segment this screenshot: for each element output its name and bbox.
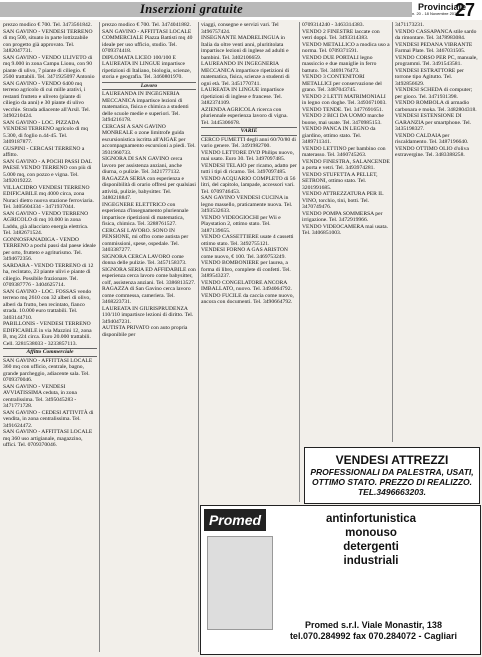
classified-ad: PABILLONIS - VENDESI TERRENO EDIFICABILE in via Mazzini 12, zona B, mq 224 circa. Euro 20.000 trattabili. Cell. 3281538033 - 3233857113.: [3, 321, 92, 347]
classified-ad: LAUREATA IN GIURISPRUDENZA 110/110 impartisce lezioni di diritto. Tel. 3494047231.: [102, 305, 194, 325]
classified-ad: SAN GAVINO - LOC. PIZZADA VENDESI TERRENO agricolo di mq 5.300, di foglio n.44-45. Tel. 3409187877.: [3, 119, 89, 145]
classified-ad: VENDO 2 LETTI MATRIMONIALI in legno con doghe. Tel. 3493671003.: [302, 93, 387, 106]
classified-ad: CERCO FUMETTI degli anni 60/70/80 di vario genere. Tel. 3491982700.: [201, 136, 296, 149]
column-3: [201, 22, 297, 503]
classified-ad: LAUREANDO IN INGEGNERIA MECCANICA impartisce ripetizioni di matematica, fisica, scienze a studenti di ogni età. Tel. 3451770741.: [201, 61, 290, 87]
column-2: [102, 22, 196, 654]
ad-attrezzi-line: OTTIMO STATO. PREZZO DI REALIZZO.: [311, 477, 473, 487]
classified-ad: VILLACIDRO VENDESI TERRENO EDIFICABILE mq 4000 circa, zona Nuraci dietro nuova stazione ferroviaria. Tel. 3405604334 - 3471937044.: [3, 184, 94, 210]
column-5: [395, 22, 479, 445]
classified-ad: GONNOSFANADIGA - VENDO TERRENO a pochi passi dal paese ideale per orto, frutteto e agriturismo. Tel. 3494672356.: [3, 236, 96, 262]
classified-ad: VENDO TENDE. Tel. 3477691651.: [302, 106, 384, 113]
column-rule: [392, 22, 393, 442]
classified-ad: SAN GAVINO - AFFITTASI LOCALE 360 mq con ufficio, centrale, bagno, grande parcheggio, adiacente sala. Tel. 0709370046.: [3, 357, 93, 383]
classified-ad: GUSPINI - CERCASI TERRENO a affitto.: [3, 145, 85, 158]
ad-promed: [200, 505, 481, 655]
product-photo: [207, 536, 273, 630]
classified-ad: 3471173231.: [395, 22, 425, 28]
section-heading: VARIE: [201, 127, 297, 136]
classified-ad: VENDESI SCHEDA di computer; per gioco. Tel. 3471931398.: [395, 87, 473, 100]
ad-promed-line: antinfortunistica: [325, 513, 417, 525]
page-header: [0, 0, 482, 20]
classified-ad: SAN GAVINO - AFFITTASI LOCALE COMMERCIALE Piazza Battisti mq 40 ideale per uso ufficio, studio. Tel. 0709374418.: [102, 28, 193, 54]
classified-ad: RAGAZZA di San Gavino cerca lavoro come commessa, cameriera. Tel. 3468223731.: [102, 286, 191, 305]
classified-ad: VENDO DUE PORTALI legno massiccio e due maniglie in ferro battuto. Tel. 3469176473.: [302, 54, 377, 74]
classified-ad: VENDO ROMBOLA di armadio carbonara e moka. Tel. 3482804318.: [395, 100, 477, 113]
classified-ad: VENDO VIDEOCAMERA mai usata. Tel. 3406851003.: [302, 223, 388, 236]
classified-ad: 0709314240 - 3463314383.: [302, 22, 364, 28]
section-title: Inserzioni gratuite: [140, 2, 244, 16]
classified-ad: CERCASI A SAN GAVINO MONREALE o zone limitrofe guida escursionistica iscritta all'AIGAE per accompagnamento escursioni a piedi. Tel. 3931960733.: [102, 123, 196, 156]
ad-promed-lines: [271, 512, 471, 568]
classified-ad: SIGNORA SERIA ED AFFIDABILE con esperienza cerca lavoro come babysitter, colf, assistenza anziani. Tel. 3386813527.: [102, 266, 196, 286]
classified-ad: SAN GAVINO VENDESI CUCINA in legno massello, praticamente nuova. Tel. 3493532633.: [201, 195, 293, 214]
classified-ad: SAN GAVINO - LOC. FOSSAS vendo terreno mq 2610 con 32 alberi di olivo, alberi da frutto, ben recintato, fianco strada. 10.000 euro trattabili. Tel. 3403144710.: [3, 288, 92, 321]
classified-ad: INGEGNERE ELETTRICO con esperienza d'insegnamento pluriennale impartisce ripetizioni di matematica, fisica, chimica. Tel. 3288761527.: [102, 201, 189, 227]
column-rule: [99, 22, 100, 652]
classified-ad: SAN GAVINO - VENDO 6400 mq terreno agricolo di cui mille arativi, i restanti frutteto e uliveto (piante di ciliegio da anni) e 30 piante di ulivo vecchie. Strada adiacente all'Arsil. Tel. 3490210424.: [3, 80, 91, 119]
newspaper-brand: Provinciale: [418, 2, 467, 12]
classified-ad: VENDO CASSETTIERE usate 4 cassetti ottimo stato. Tel. 3492755121.: [201, 234, 294, 247]
classified-ad: VENDO ATTREZZATURA PER IL VINO, torchio, tini, botti. Tel. 3470749476.: [302, 191, 384, 210]
ad-promed-line: monouso: [345, 527, 397, 539]
classified-ad: AUTISTA PRIVATO con auto propria disponibile per: [102, 325, 188, 338]
classified-ad: VENDO LETTORE DVD Philips nuovo, mai usato. Euro 30. Tel. 3497097485.: [201, 149, 294, 162]
section-heading: Affitto Commerciale: [3, 348, 97, 357]
ad-attrezzi: [304, 447, 480, 504]
column-1-body: [3, 22, 97, 449]
classified-ad: AZIENDA AGRICOLA ricerca con pluriennale esperienza lavoro di vigna. Tel. 3445306678.: [201, 106, 288, 126]
column-4: [302, 22, 390, 445]
classified-ad: VENDO FINESTRA, SALANCENDE a porta e vetri. Tel. 3493974281.: [302, 158, 390, 171]
column-rule: [198, 22, 199, 652]
classified-ad: SAN GAVINO - VENDESI TERRENO di mq 500, situato in parte lottizzabile con progetto già approvato. Tel. 3482047731.: [3, 28, 93, 54]
classified-ad: viaggi, consegne e servizi vari. Tel 3496757424.: [201, 22, 279, 35]
classified-ad: SAN GAVINO - A POCHI PASSI DAL PAESE VENDO TERRENO con più di 5.000 mq, con pozzo e vigna. Tel. 3492019222.: [3, 158, 92, 184]
classified-ad: SARDARA - VENDO TERRENO di 12 ha, recintato, 23 piante ulivi e piante di ciliegio. Possibile frazionare. Tel. 0709387776 - 3404625714.: [3, 262, 94, 288]
ad-promed-address: [271, 620, 476, 642]
classified-ad: DIPLOMATA LICEO 100/100 E LAUREATA IN LINGUE impartisce ripetizioni di Italiano, biologia, scienze, storia e geografia. Tel. 3460801970.: [102, 54, 192, 80]
classified-ad: VENDESI TELAIO per ricamo, adatto per tutti i tipi di ricamo. Tel. 3497097485.: [201, 162, 297, 175]
column-3-body: [201, 22, 297, 306]
classified-ad: VENDO ACQUARIO COMPLETO di 56 litri, del capitolo, lampade, accessori vari. Tel. 0709746453.: [201, 175, 296, 195]
promed-logo: Promed: [204, 509, 266, 531]
classified-ad: VENDESI ESTENSIONE DI GARANZIA per smartphone. Tel. 3435198327.: [395, 113, 472, 132]
classified-ad: VENDO PANCA IN LEGNO da giardino, ottimo stato. Tel. 3489711341.: [302, 126, 376, 145]
ad-promed-line: industriali: [343, 555, 399, 567]
column-1: [3, 22, 97, 654]
classified-ad: prezzo modico € 700. Tel. 3473561842.: [3, 22, 92, 28]
classified-ad: VENDO CONGELATORE ANCORA IMBALLATO, nuovo. Tel. 3494064792.: [201, 279, 292, 292]
classified-ad: LAUREANDA IN INGEGNERIA MECCANICA impartisce lezioni di matematica, fisica e chimica a studenti delle scuole medie e superiori. Tel. 3494216178.: [102, 91, 189, 123]
promed-contacts: tel.070.284992 fax 070.284072 - Cagliari: [289, 631, 458, 641]
classified-ad: VENDO 3 CONTENITORI METALLICI per conservazione del grano. Tel. 3487043745.: [302, 74, 382, 93]
classified-ad: VENDO BOMBONIERE per laurea, a forma di libro, complete di confetti. Tel. 3489543237.: [201, 260, 291, 279]
classified-ad: VENDESI PEDANA VIBRANTE Farmai Plate. Tel. 3467031505.: [395, 41, 473, 54]
classified-ad: SAN GAVINO - AFFITTASI LOCALE mq 360 uso artigianale, magazzino, uffici. Tel. 0709370046.: [3, 429, 93, 448]
classified-ad: SAN GAVINO - VENDESI AVVIATISSIMA ceduta, in zona centralissima. Tel. 3495045283 - 3471771728.: [3, 383, 77, 409]
classified-ad: SIGNORA DI SAN GAVINO cerca lavoro per assistenza anziani, anche diurna, o pulizie. Tel. 3421777132.: [102, 156, 183, 175]
classified-ad: VENDO CORSO PER PC, manuale, programmi. Tel. 3491543581.: [395, 54, 478, 67]
promed-address: Promed s.r.l. Viale Monastir, 138: [305, 620, 442, 630]
classified-ad: SAN GAVINO - VENDO ULIVETO di mq 9.000 in zona Campu Lionu, con 90 piante di ulivo, 7 piante di ciliegio. € 2500 trattabili. Tel. 3471925097 Antonio: [3, 54, 95, 80]
classified-ad: VENDESI FORNO A GAS ARISTON come nuovo, € 100. Tel. 3469753249.: [201, 247, 288, 260]
classified-ad: VENDO OTTIMO OLIO d'oliva extravergine. Tel. 3483388258.: [395, 145, 469, 158]
classified-ad: VENDO LETTINO per bambino con materasso. Tel. 3460745263.: [302, 145, 386, 158]
classified-ad: VENDO 2 FINESTRE laccate con vetri doppi. Tel. 3493314383.: [302, 28, 380, 41]
classified-ad: VENDO STUFETTA A PELLET, SETRONI, ottimo stato. Tel. 3201991685.: [302, 171, 378, 191]
classified-ad: RAGAZZA SERIA con esperienza e disponibilità di orario offresi per qualsiasi attività, pulizie, babysitter. Tel. 3480218847.: [102, 175, 196, 201]
ad-attrezzi-line: PROFESSIONALI DA PALESTRA, USATI,: [310, 467, 474, 477]
classified-ad: VENDO FUCILE da caccia come nuovo, ancora con documenti. Tel. 3490664792.: [201, 292, 294, 305]
ad-promed-line: detergenti: [343, 541, 399, 553]
classified-ad: VENDO METALLICO a modica uso a norma. Tel. 0709371591.: [302, 41, 390, 54]
classified-ad: VENDO 2 BICI DA UOMO marche buone, mai usate. Tel. 3470985153.: [302, 113, 384, 126]
classified-ad: prezzo modico € 700. Tel. 3474041882.: [102, 22, 191, 28]
classified-ad: SAN GAVINO - VENDO TERRENO AGRICOLO di mq 10.000 in zona Laddu, già allacciato energia elettrica. Tel. 3482671524.: [3, 210, 89, 236]
classified-ad: VENDO POMPA SOMMERSA per irrigazione. Tel. 3472919966.: [302, 210, 383, 223]
classified-ad: VENDO VIDEOGIOCHI per Wii e Playstation 2, ottimo stato. Tel. 3487139655.: [201, 214, 281, 234]
column-2-body: [102, 22, 196, 338]
column-4-body: [302, 22, 390, 237]
classified-ad: VENDESI ESTRATTORE per torrone tipo Agitutto. Tel. 3492856629.: [395, 67, 464, 87]
classified-ad: VENDO CASSAPANCA stile sardo da rimontare. Tel. 3478983084.: [395, 28, 477, 41]
ad-attrezzi-phone: TEL.3496663203.: [357, 487, 427, 497]
section-heading: Lavoro: [102, 82, 196, 91]
classified-ad: CERCASI LAVORO. SONO IN PENSIONE, mi offro come autista per commissioni, spese, ospedale. Tel. 3403387277.: [102, 227, 189, 253]
classified-ad: LAUREATA IN LINGUE impartisce ripetizioni di inglese e francese. Tel. 3482374109.: [201, 87, 284, 106]
classified-ad: INSEGNANTE MADRELINGUA in Italia da oltre venti anni, plurititolata impartisce lezioni di inglese ad adulti e bambini. Tel. 3402106659.: [201, 35, 289, 61]
issue-date: n. 20 - 18 Novembre 2012: [412, 11, 459, 16]
classified-ad: SIGNORA CERCA LAVORO come donna delle pulizie. Tel. 3457158373.: [102, 253, 187, 266]
classified-ad: SAN GAVINO - CEDESI ATTIVITÀ di vendita, in zona centralissima. Tel. 3491624472.: [3, 409, 94, 429]
ad-attrezzi-title: VENDESI ATTREZZI: [335, 453, 449, 467]
column-rule: [299, 22, 300, 502]
page-number: 27: [455, 0, 476, 20]
classified-ad: VENDO CALDAIA per riscaldamento. Tel. 3487196640.: [395, 132, 469, 145]
column-5-body: [395, 22, 479, 159]
